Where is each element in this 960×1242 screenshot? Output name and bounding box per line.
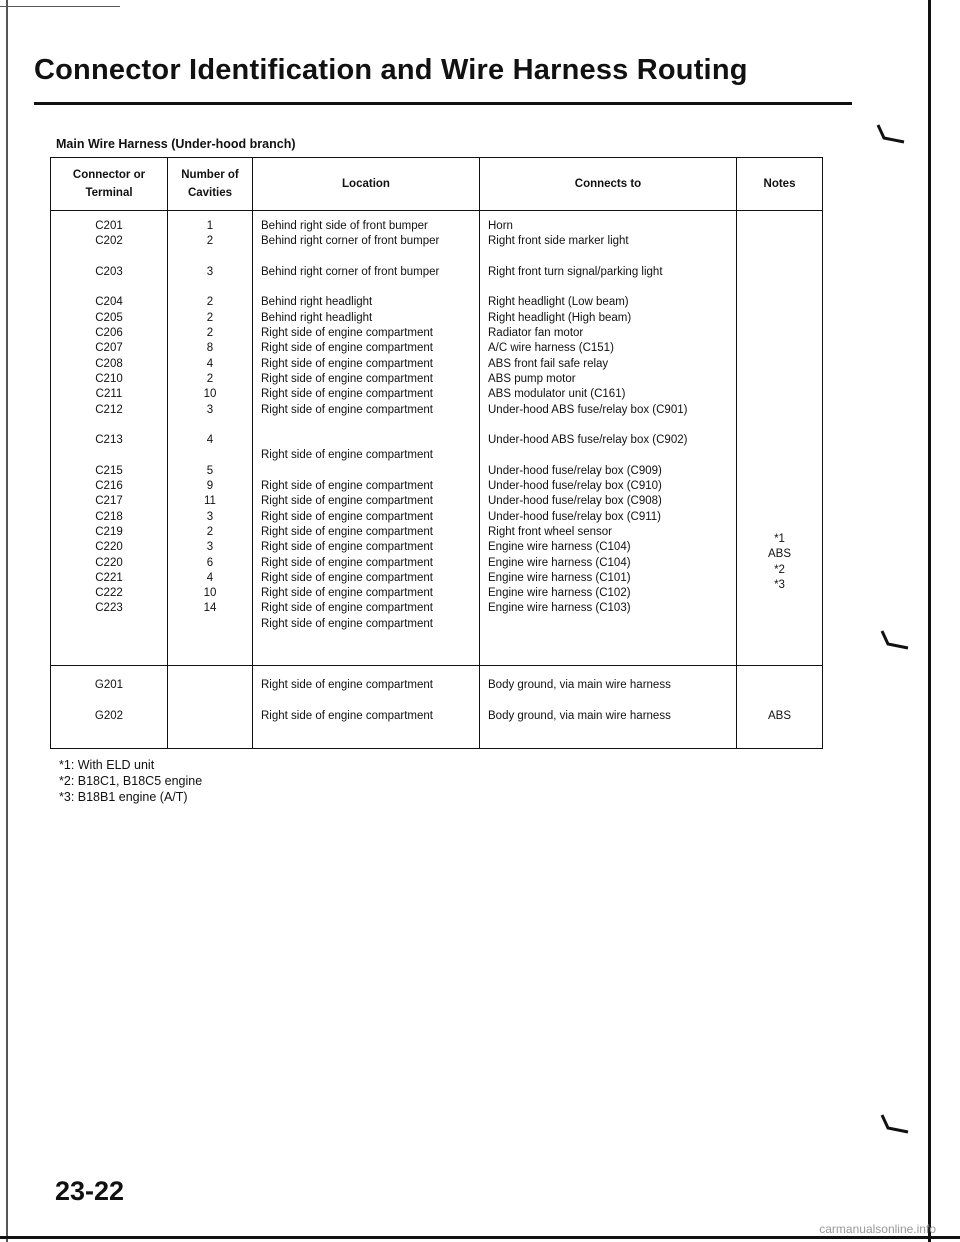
page-number: 23-22 xyxy=(55,1176,125,1206)
connector-column-cell xyxy=(51,211,168,666)
connects-to-text: ABS modulator unit (C161) xyxy=(488,388,626,401)
cavities-column-cell xyxy=(168,666,253,749)
connector-id: C211 xyxy=(95,388,123,401)
title-rule xyxy=(34,102,852,105)
cavity-count: 9 xyxy=(206,480,214,493)
location-text: Right side of engine compartment xyxy=(261,357,433,370)
connects-to-text: Right headlight (High beam) xyxy=(488,311,632,324)
location-text: Right side of engine compartment xyxy=(261,342,433,355)
cavity-count: 2 xyxy=(206,235,214,248)
cavity-count: 3 xyxy=(206,403,214,416)
connector-id: C219 xyxy=(95,525,123,538)
location-text: Right side of engine compartment xyxy=(261,587,433,600)
cavity-count: 4 xyxy=(206,357,214,370)
cavity-count: 2 xyxy=(206,372,214,385)
location-column-cell xyxy=(253,666,480,749)
location-text: Right side of engine compartment xyxy=(261,480,433,493)
spacer-row xyxy=(168,280,252,295)
spacer-row xyxy=(261,693,475,708)
cavity-count: 3 xyxy=(206,541,214,554)
note-text: ABS xyxy=(767,548,791,561)
connects-to-text: Right headlight (Low beam) xyxy=(488,296,629,309)
spacer-row xyxy=(51,448,167,463)
connector-id: C217 xyxy=(95,495,123,508)
connector-id: G201 xyxy=(94,679,124,692)
connector-id: C215 xyxy=(95,464,123,477)
location-text: Right side of engine compartment xyxy=(261,602,433,615)
cavity-count: 4 xyxy=(206,571,214,584)
connects-to-text: ABS pump motor xyxy=(488,372,576,385)
location-text: Behind right corner of front bumper xyxy=(261,265,440,278)
note-text: ABS xyxy=(767,710,791,723)
connects-to-text: Engine wire harness (C101) xyxy=(488,571,631,584)
connector-column-cell xyxy=(51,666,168,749)
connects-to-text: Engine wire harness (C103) xyxy=(488,602,631,615)
footnote: *3: B18B1 engine (A/T) xyxy=(59,790,188,804)
location-text: Behind right side of front bumper xyxy=(261,220,428,232)
cavity-count: 5 xyxy=(206,464,214,477)
note-text: *3 xyxy=(774,578,785,591)
left-margin-line xyxy=(6,0,8,1242)
header-notes: Notes xyxy=(737,158,823,211)
connects-to-text: Under-hood fuse/relay box (C911) xyxy=(488,510,662,523)
connector-id: C216 xyxy=(95,480,123,493)
cavity-count: 11 xyxy=(204,495,216,508)
location-text: Behind right headlight xyxy=(261,311,373,324)
location-column-cell xyxy=(253,211,480,666)
location-text: Right side of engine compartment xyxy=(261,556,433,569)
corner-bracket-icon xyxy=(880,630,910,650)
connects-to-text: Right front side marker light xyxy=(488,235,629,248)
connector-id: C212 xyxy=(95,403,123,416)
cavity-count: 3 xyxy=(206,265,214,278)
spacer-row xyxy=(488,250,732,265)
cavity-count: 4 xyxy=(206,434,214,447)
spacer-row xyxy=(261,464,475,479)
location-text: Right side of engine compartment xyxy=(261,541,433,554)
connects-to-text: Right front turn signal/parking light xyxy=(488,265,663,278)
connects-to-text: Right front wheel sensor xyxy=(488,525,613,538)
connector-id: C210 xyxy=(95,372,123,385)
cavity-count: 2 xyxy=(206,311,214,324)
table-subtitle: Main Wire Harness (Under-hood branch) xyxy=(56,137,296,151)
connector-id: C206 xyxy=(95,327,123,340)
notes-column-cell xyxy=(737,211,823,666)
spacer-row xyxy=(51,418,167,433)
cavity-count: 2 xyxy=(206,327,214,340)
connector-id: C201 xyxy=(95,220,123,232)
connects-to-text: Engine wire harness (C104) xyxy=(488,541,631,554)
cavity-count: 14 xyxy=(203,602,217,615)
cavity-count: 1 xyxy=(206,220,214,232)
connects-to-column-cell xyxy=(480,211,737,666)
connector-id: C204 xyxy=(95,296,123,309)
cavity-count: 2 xyxy=(206,525,214,538)
connector-id: C222 xyxy=(95,587,123,600)
spacer-row xyxy=(168,448,252,463)
location-text: Behind right corner of front bumper xyxy=(261,235,440,248)
spacer-row xyxy=(168,250,252,265)
table-header-row xyxy=(51,158,823,211)
location-text: Right side of engine compartment xyxy=(261,709,433,722)
cavity-count: 2 xyxy=(206,296,214,309)
location-text: Right side of engine compartment xyxy=(261,571,433,584)
connector-id: C220 xyxy=(95,556,123,569)
top-left-rule xyxy=(0,6,120,7)
cavity-count: 6 xyxy=(206,556,214,569)
connects-to-text: Under-hood fuse/relay box (C908) xyxy=(488,495,662,508)
connector-id: C208 xyxy=(95,357,123,370)
footnotes xyxy=(59,757,202,805)
connects-to-text: Horn xyxy=(488,220,513,232)
watermark: carmanualsonline.info xyxy=(819,1222,936,1236)
location-text: Right side of engine compartment xyxy=(261,403,433,416)
cavity-count: 3 xyxy=(206,510,214,523)
connector-id: C205 xyxy=(95,311,123,324)
spacer-row xyxy=(51,250,167,265)
location-text: Right side of engine compartment xyxy=(261,372,433,385)
connector-id: C213 xyxy=(95,434,123,447)
header-connects-to: Connects to xyxy=(480,158,737,211)
connects-to-text: Under-hood ABS fuse/relay box (C902) xyxy=(488,434,688,447)
connector-id: C223 xyxy=(95,602,123,615)
corner-bracket-icon xyxy=(880,1114,910,1134)
connects-to-text: Under-hood ABS fuse/relay box (C901) xyxy=(488,403,688,416)
table-row-group-connectors xyxy=(51,211,823,666)
location-text: Right side of engine compartment xyxy=(261,327,433,340)
location-text: Right side of engine compartment xyxy=(261,388,433,401)
cavities-column-cell xyxy=(168,211,253,666)
connector-id: C218 xyxy=(95,510,123,523)
connector-id: C202 xyxy=(95,235,123,248)
notes-column-cell xyxy=(737,666,823,749)
connects-to-text: Body ground, via main wire harness xyxy=(488,709,671,722)
connects-to-text: ABS front fail safe relay xyxy=(488,357,609,370)
connects-to-text: Body ground, via main wire harness xyxy=(488,679,671,692)
connector-id: C221 xyxy=(95,571,123,584)
connects-to-text: Engine wire harness (C102) xyxy=(488,587,631,600)
connector-id: C203 xyxy=(95,265,123,278)
table-row-group-grounds xyxy=(51,666,823,749)
footnote: *1: With ELD unit xyxy=(59,758,155,772)
connects-to-text: A/C wire harness (C151) xyxy=(488,342,614,355)
spacer-row xyxy=(51,280,167,295)
location-text: Right side of engine compartment xyxy=(261,617,433,630)
note-text: *2 xyxy=(774,563,785,576)
connector-id: C207 xyxy=(95,342,123,355)
cavity-count: 8 xyxy=(206,342,214,355)
location-text: Right side of engine compartment xyxy=(261,449,433,462)
page-title: Connector Identification and Wire Harness Routing xyxy=(34,54,748,86)
cavity-count: 10 xyxy=(203,388,217,401)
bottom-rule xyxy=(0,1236,960,1239)
cavity-count: 10 xyxy=(203,587,217,600)
header-connector: Connector or Terminal xyxy=(51,158,168,211)
location-text: Right side of engine compartment xyxy=(261,495,433,508)
header-cavities: Number of Cavities xyxy=(168,158,253,211)
spacer-row xyxy=(168,418,252,433)
location-text: Right side of engine compartment xyxy=(261,679,433,692)
connects-to-column-cell xyxy=(480,666,737,749)
location-text: Right side of engine compartment xyxy=(261,510,433,523)
header-location: Location xyxy=(253,158,480,211)
footnote: *2: B18C1, B18C5 engine xyxy=(59,774,203,788)
connector-table xyxy=(50,157,823,749)
note-text: *1 xyxy=(774,533,785,545)
connects-to-text: Radiator fan motor xyxy=(488,327,584,340)
spacer-row xyxy=(261,433,475,448)
connector-id: G202 xyxy=(94,709,124,722)
connects-to-text: Under-hood fuse/relay box (C909) xyxy=(488,464,662,477)
right-margin-line xyxy=(928,0,931,1242)
corner-bracket-icon xyxy=(876,124,906,144)
spacer-row xyxy=(51,693,167,708)
connector-id: C220 xyxy=(95,541,123,554)
connects-to-text: Under-hood fuse/relay box (C910) xyxy=(488,480,662,493)
connects-to-text: Engine wire harness (C104) xyxy=(488,556,631,569)
location-text: Right side of engine compartment xyxy=(261,525,433,538)
location-text: Behind right headlight xyxy=(261,296,373,309)
